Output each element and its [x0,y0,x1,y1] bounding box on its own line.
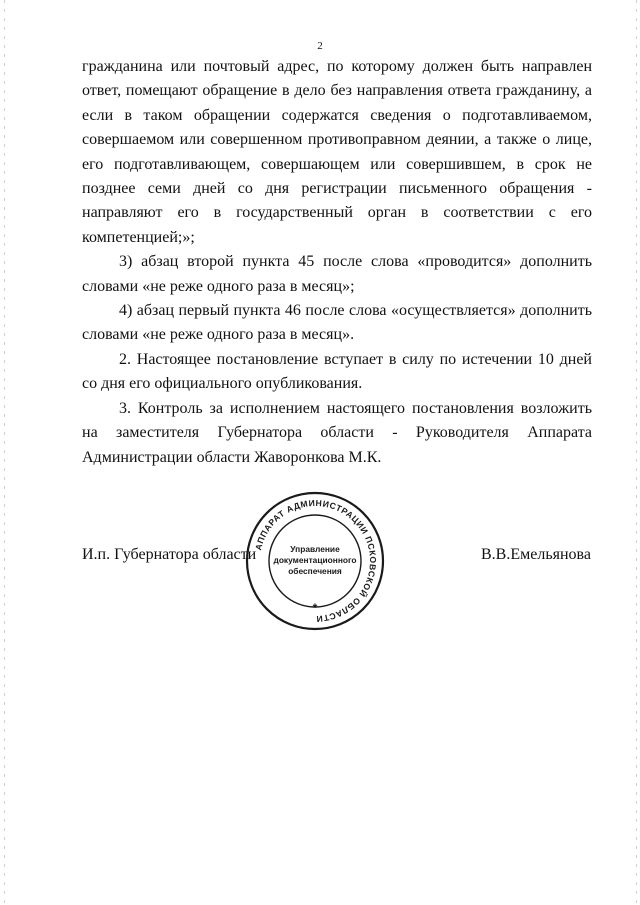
seal-center-line-3: обеспечения [288,566,342,576]
seal-center-line-1: Управление [290,544,340,554]
signatory-name: В.В.Емельянова [481,546,591,563]
page-number: 2 [317,40,323,52]
paragraph-item-4: 4) абзац первый пункта 46 после слова «осуществляется» дополнить словами «не реже одного раза в месяц». [82,302,592,344]
paragraph-continuation: гражданина или почтовый адрес, по которому должен быть направлен ответ, помещают обращение в дело без направления ответа гражданину, а если в таком обращении содержатся сведения о подготавливаемом, совершаемом или совершенном противоправном деянии, а также о лице, его подготавливающем, совершающем или совершившем, в срок не позднее семи дней со дня регистрации письменного обращения - направляют его в государственный орган в соответствии с его компетенцией;»; [82,58,592,246]
seal-ring-text: АППАРАТ АДМИНИСТРАЦИИ ПСКОВСКОЙ ОБЛАСТИ [253,497,379,625]
seal-center-line-2: документационного [273,555,357,565]
signatory-title: И.п. Губернатора области [82,546,257,563]
scan-edge-left [4,0,5,905]
scan-edge-right [636,0,637,905]
paragraph-item-3: 3) абзац второй пункта 45 после слова «проводится» дополнить словами «не реже одного раза в месяц»; [82,253,592,295]
document-body [82,55,592,470]
official-seal-stamp [244,490,386,632]
paragraph-clause-2: 2. Настоящее постановление вступает в силу по истечении 10 дней со дня его официального опубликования. [82,350,592,393]
paragraph-clause-3: 3. Контроль за исполнением настоящего постановления возложить на заместителя Губернатора области - Руководителя Аппарата Администрации области Жаворонкова М.К. [82,399,592,466]
seal-star-icon: * [312,601,318,615]
